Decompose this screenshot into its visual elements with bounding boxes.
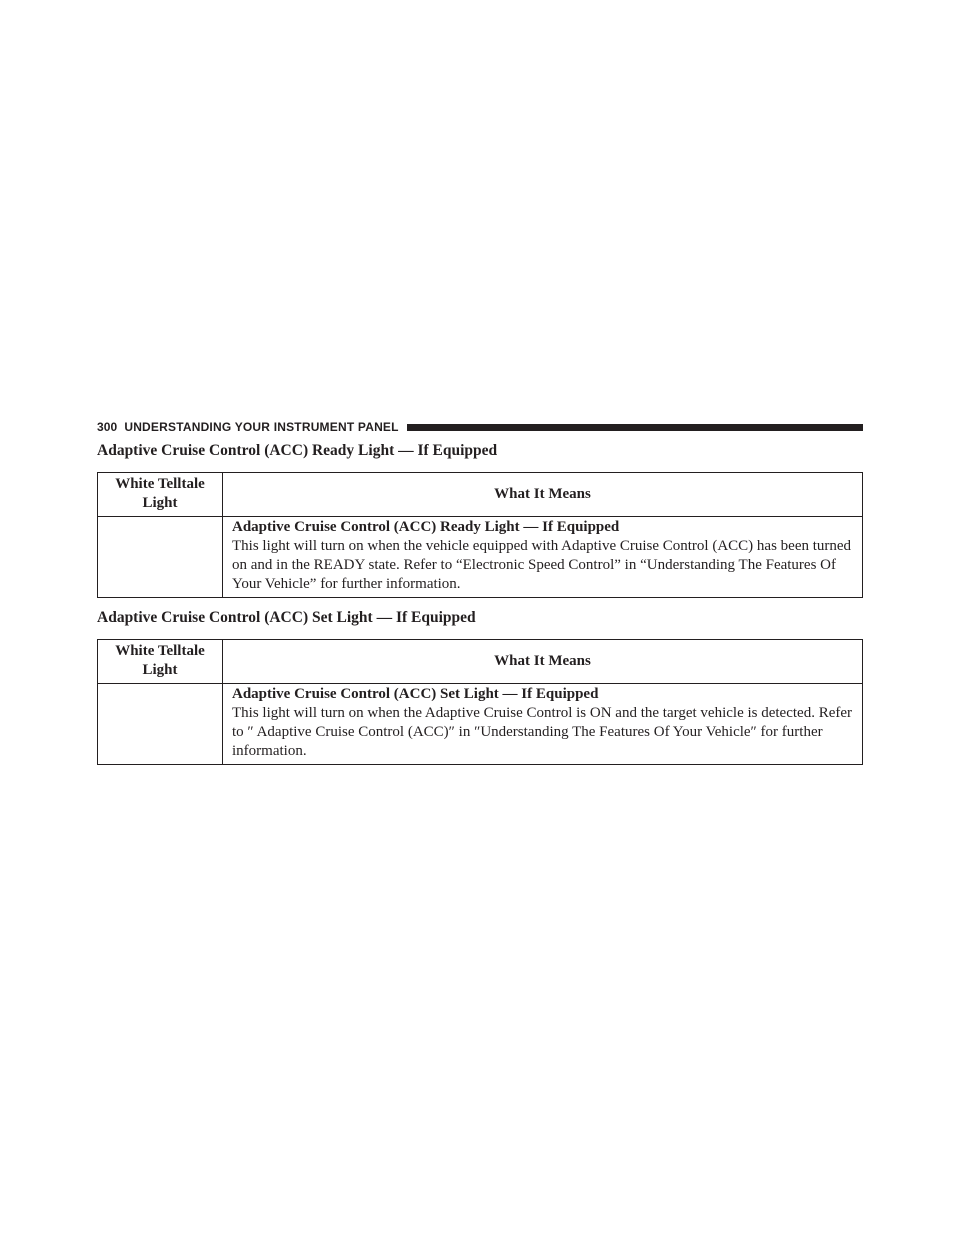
- row-title: Adaptive Cruise Control (ACC) Ready Light — If Equipped: [232, 519, 620, 535]
- header-rule: [407, 424, 863, 431]
- acc-set-table: [97, 639, 863, 765]
- col-header-meaning: What It Means: [223, 473, 863, 517]
- col-header-meaning: What It Means: [223, 640, 863, 684]
- section-title: UNDERSTANDING YOUR INSTRUMENT PANEL: [124, 420, 399, 434]
- meaning-cell: [223, 517, 863, 598]
- acc-set-heading: Adaptive Cruise Control (ACC) Set Light — If Equipped: [97, 609, 476, 626]
- col-header-light: White Telltale Light: [98, 640, 223, 684]
- row-text: This light will turn on when the Adaptive Cruise Control is ON and the target vehicle is detected. Refer to ″ Adaptive Cruise Control (ACC)″ in ″Understanding The Features Of Your Vehicle″ for further information.: [232, 705, 853, 759]
- table-header-row: [98, 473, 863, 517]
- page-header: [97, 418, 863, 436]
- meaning-cell: [223, 684, 863, 765]
- col-header-light: White Telltale Light: [98, 473, 223, 517]
- page-number: 300: [97, 420, 118, 434]
- table-header-row: [98, 640, 863, 684]
- telltale-icon-cell: [98, 517, 223, 598]
- acc-ready-section: [97, 440, 863, 598]
- acc-set-section: [97, 607, 863, 765]
- row-text: This light will turn on when the vehicle equipped with Adaptive Cruise Control (ACC) has been turned on and in the READY state. Refer to “Electronic Speed Control” in “Understanding The Features Of Your Vehicle” for further information.: [232, 538, 852, 592]
- row-title: Adaptive Cruise Control (ACC) Set Light — If Equipped: [232, 686, 599, 702]
- telltale-icon-cell: [98, 684, 223, 765]
- table-row: [98, 517, 863, 598]
- acc-ready-table: [97, 472, 863, 598]
- acc-ready-heading: Adaptive Cruise Control (ACC) Ready Light — If Equipped: [97, 442, 498, 459]
- table-row: [98, 684, 863, 765]
